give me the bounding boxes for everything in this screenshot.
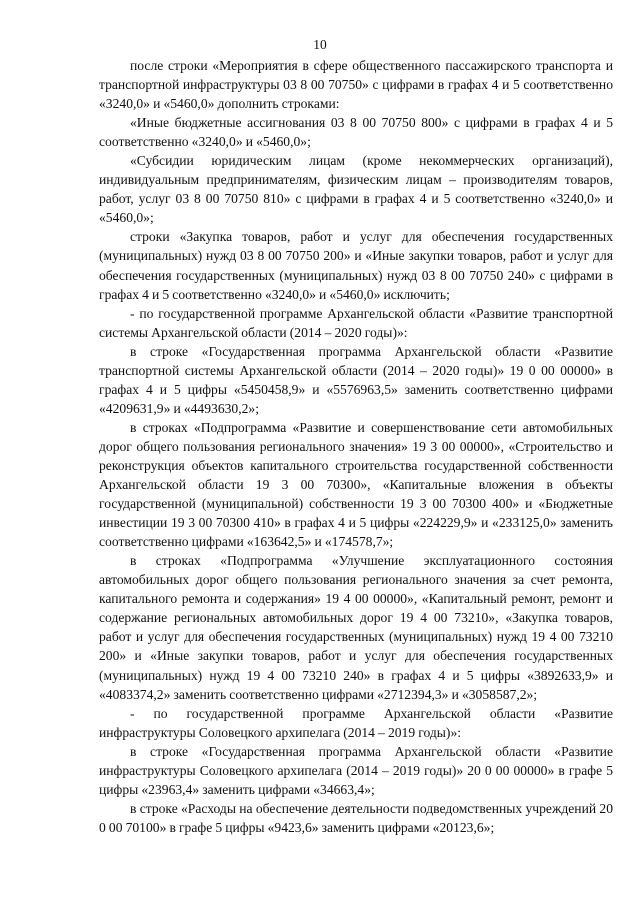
paragraph: в строке «Государственная программа Архангельской области «Развитие транспортной системы Архангельской области (2014 – 2020 годы)» 19 0 00 00000» в графах 4 и 5 цифры «5450458,9» и «5576963,5» заменить соответственно цифрами «4209631,9» и «4493630,2»; bbox=[99, 343, 613, 416]
paragraph: после строки «Мероприятия в сфере общественного пассажирского транспорта и транспортной инфраструктуры 03 8 00 70750» с цифрами в графах 4 и 5 соответственно «3240,0» и «5460,0» дополнить строками: bbox=[99, 58, 613, 112]
paragraph: «Иные бюджетные ассигнования 03 8 00 70750 800» с цифрами в графах 4 и 5 соответственно «3240,0» и «5460,0»; bbox=[99, 115, 613, 150]
paragraph: в строке «Государственная программа Архангельской области «Развитие инфраструктуры Соловецкого архипелага (2014 – 2019 годы)» 20 0 00 00000» в графе 5 цифры «23963,4» заменить цифрами «34663,4»; bbox=[99, 743, 613, 797]
paragraph: строки «Закупка товаров, работ и услуг для обеспечения государственных (муниципальных) нужд 03 8 00 70750 200» и «Иные закупки товаров, работ и услуг для обеспечения государственных (муниципальных) нужд 03 8 00 70750 240» с цифрами в графах 4 и 5 соответственно «3240,0» и «5460,0» исключить; bbox=[99, 229, 613, 302]
paragraph: - по государственной программе Архангельской области «Развитие инфраструктуры Соловецкого архипелага (2014 – 2019 годы)»: bbox=[99, 705, 613, 740]
document-body bbox=[99, 56, 613, 837]
paragraph: - по государственной программе Архангельской области «Развитие транспортной системы Архангельской области (2014 – 2020 годы)»: bbox=[99, 305, 613, 340]
paragraph: в строках «Подпрограмма «Развитие и совершенствование сети автомобильных дорог общего пользования регионального значения» 19 3 00 00000», «Строительство и реконструкция объектов капитального строительства государственной собственности Архангельской области 19 3 00 70300», «Капитальные вложения в объекты государственной (муниципальной) собственности 19 3 00 70300 400» и «Бюджетные инвестиции 19 3 00 70300 410» в графах 4 и 5 цифры «224229,9» и «233125,0» заменить соответственно цифрами «163642,5» и «174578,7»; bbox=[99, 419, 613, 550]
page-number: 10 bbox=[313, 37, 327, 52]
paragraph: «Субсидии юридическим лицам (кроме некоммерческих организаций), индивидуальным предпринимателям, физическим лицам – производителям товаров, работ, услуг 03 8 00 70750 810» с цифрами в графах 4 и 5 соответственно «3240,0» и «5460,0»; bbox=[99, 153, 613, 226]
paragraph: в строке «Расходы на обеспечение деятельности подведомственных учреждений 20 0 00 70100» в графе 5 цифры «9423,6» заменить цифрами «20123,6»; bbox=[99, 800, 613, 835]
paragraph: в строках «Подпрограмма «Улучшение эксплуатационного состояния автомобильных дорог общего пользования регионального значения за счет ремонта, капитального ремонта и содержания» 19 4 00 00000», «Капитальный ремонт, ремонт и содержание региональных автомобильных дорог 19 4 00 73210», «Закупка товаров, работ и услуг для обеспечения государственных (муниципальных) нужд 19 4 00 73210 200» и «Иные закупки товаров, работ и услуг для обеспечения государственных (муниципальных) нужд 19 4 00 73210 240» в графах 4 и 5 цифры «3892633,9» и «4083374,2» заменить соответственно цифрами «2712394,3» и «3058587,2»; bbox=[99, 553, 613, 702]
